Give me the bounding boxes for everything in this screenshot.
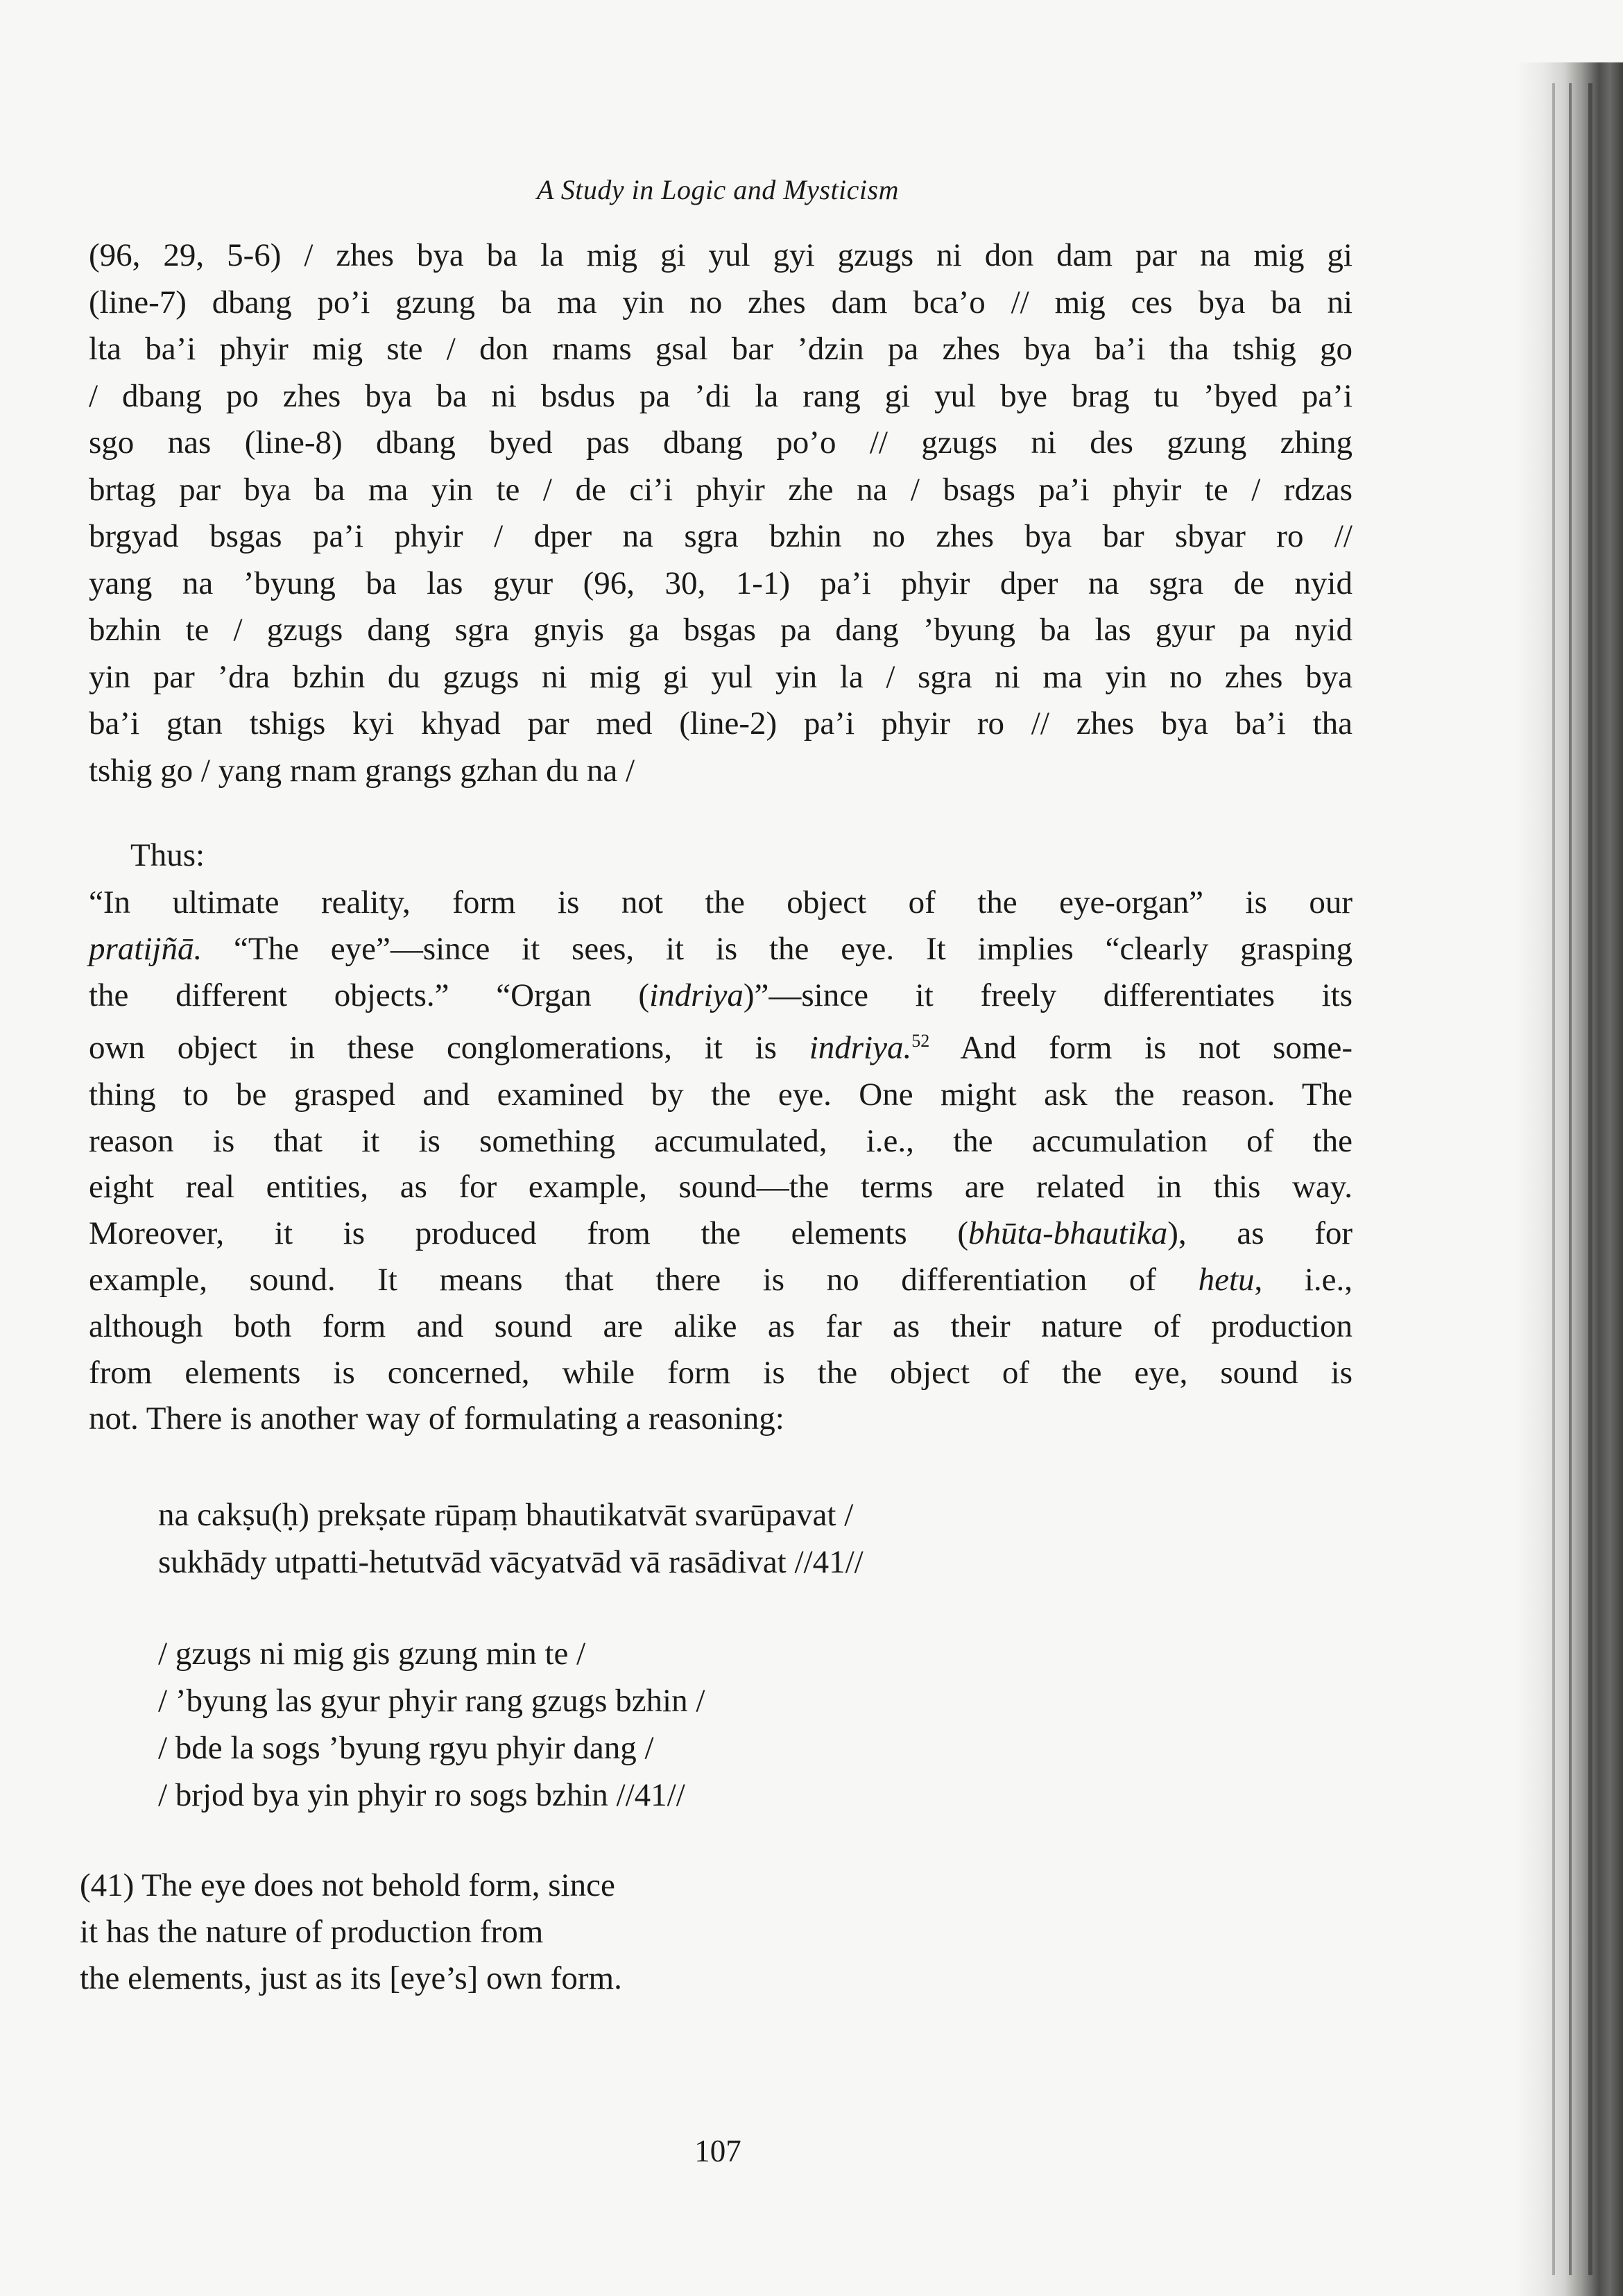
text-line: thing to be grasped and examined by the eye. One might ask the reason. The bbox=[89, 1076, 1352, 1113]
running-header: A Study in Logic and Mysticism bbox=[537, 174, 899, 205]
verse-line: / gzugs ni mig gis gzung min te / bbox=[158, 1636, 586, 1672]
page-number: 107 bbox=[694, 2134, 741, 2168]
sanskrit-term: bhūta-bhautika bbox=[968, 1215, 1168, 1252]
text-line: lta ba’i phyir mig ste / don rnams gsal bar ’dzin pa zhes bya ba’i tha tshig go bbox=[89, 331, 1352, 367]
text-line bbox=[89, 973, 1352, 1019]
verse-line: / ’byung las gyur phyir rang gzugs bzhin / bbox=[158, 1683, 705, 1719]
text-line: eight real entities, as for example, sound—the terms are related in this way. bbox=[89, 1169, 1352, 1206]
text-fragment: And form is not some- bbox=[929, 1030, 1352, 1067]
text-line: bzhin te / gzugs dang sgra gnyis ga bsgas pa dang ’byung ba las gyur pa nyid bbox=[89, 612, 1352, 648]
verse-line: na cakṣu(ḥ) prekṣate rūpaṃ bhautikatvāt svarūpavat / bbox=[158, 1497, 854, 1533]
thus-label: Thus: bbox=[130, 837, 205, 873]
verse-line: sukhādy utpatti-hetutvād vācyatvād vā rasādivat //41// bbox=[158, 1544, 864, 1580]
text-line: from elements is concerned, while form is the object of the eye, sound is bbox=[89, 1354, 1352, 1391]
text-line: reason is that it is something accumulated, i.e., the accumulation of the bbox=[89, 1122, 1352, 1159]
verse-line: / brjod bya yin phyir ro sogs bzhin //41// bbox=[158, 1777, 685, 1813]
text-line: brtag par bya ba ma yin te / de ci’i phyir zhe na / bsags pa’i phyir te / rdzas bbox=[89, 471, 1352, 508]
binding-shadow-stripe bbox=[1552, 83, 1555, 2275]
verse-line: (41) The eye does not behold form, since bbox=[80, 1867, 615, 1903]
text-fragment: )”—since it freely differentiates its bbox=[743, 977, 1353, 1013]
text-line bbox=[89, 1257, 1352, 1303]
text-fragment: ), as for bbox=[1167, 1215, 1353, 1252]
text-line: (96, 29, 5-6) / zhes bya ba la mig gi yul gyi gzugs ni don dam par na mig gi bbox=[89, 237, 1352, 273]
tibetan-verse bbox=[158, 1630, 705, 1819]
text-line: yang na ’byung ba las gyur (96, 30, 1-1) pa’i phyir dper na sgra de nyid bbox=[89, 565, 1352, 601]
text-line bbox=[89, 926, 1352, 973]
text-line bbox=[89, 1210, 1352, 1257]
binding-shadow-stripe bbox=[1569, 83, 1572, 2275]
text-line: tshig go / yang rnam grangs gzhan du na / bbox=[89, 752, 635, 789]
footnote-reference: 52 bbox=[911, 1031, 930, 1052]
text-fragment: example, sound. It means that there is no differentiation of bbox=[89, 1262, 1199, 1299]
text-fragment: own object in these conglomerations, it is bbox=[89, 1030, 809, 1067]
verse-line: it has the nature of production from bbox=[80, 1914, 544, 1950]
verse-line: / bde la sogs ’byung rgyu phyir dang / bbox=[158, 1730, 654, 1766]
verse-translation bbox=[80, 1862, 622, 2002]
sanskrit-term: indriya. bbox=[809, 1030, 912, 1067]
text-line: “In ultimate reality, form is not the object of the eye-organ” is our bbox=[89, 884, 1352, 920]
text-line: brgyad bsgas pa’i phyir / dper na sgra bzhin no zhes bya bar sbyar ro // bbox=[89, 518, 1352, 554]
text-line: although both form and sound are alike as far as their nature of production bbox=[89, 1308, 1352, 1344]
binding-shadow-stripe bbox=[1588, 83, 1592, 2275]
text-fragment: “The eye”—since it sees, it is the eye. It implies “clearly grasping bbox=[202, 930, 1352, 967]
text-line: sgo nas (line-8) dbang byed pas dbang po’o // gzugs ni des gzung zhing bbox=[89, 425, 1352, 461]
text-fragment: the different objects.” “Organ ( bbox=[89, 977, 650, 1013]
text-line: yin par ’dra bzhin du gzugs ni mig gi yul yin la / sgra ni ma yin no zhes bya bbox=[89, 658, 1352, 695]
sanskrit-term: pratijñā. bbox=[89, 930, 203, 967]
text-fragment: , i.e., bbox=[1254, 1262, 1353, 1299]
text-line: (line-7) dbang po’i gzung ba ma yin no zhes dam bca’o // mig ces bya ba ni bbox=[89, 284, 1352, 320]
text-line bbox=[89, 1018, 1352, 1071]
text-fragment: Moreover, it is produced from the elements ( bbox=[89, 1215, 969, 1252]
sanskrit-verse bbox=[158, 1491, 864, 1586]
text-line: ba’i gtan tshigs kyi khyad par med (line-2) pa’i phyir ro // zhes bya ba’i tha bbox=[89, 705, 1352, 742]
english-translation bbox=[89, 880, 1352, 1442]
verse-line: the elements, just as its [eye’s] own form. bbox=[80, 1960, 622, 1996]
text-line: / dbang po zhes bya ba ni bsdus pa ’di la rang gi yul bye brag tu ’byed pa’i bbox=[89, 377, 1352, 414]
sanskrit-term: hetu bbox=[1198, 1262, 1255, 1299]
tibetan-commentary bbox=[89, 232, 1352, 794]
text-line: not. There is another way of formulating a reasoning: bbox=[89, 1400, 784, 1437]
sanskrit-term: indriya bbox=[649, 977, 744, 1013]
